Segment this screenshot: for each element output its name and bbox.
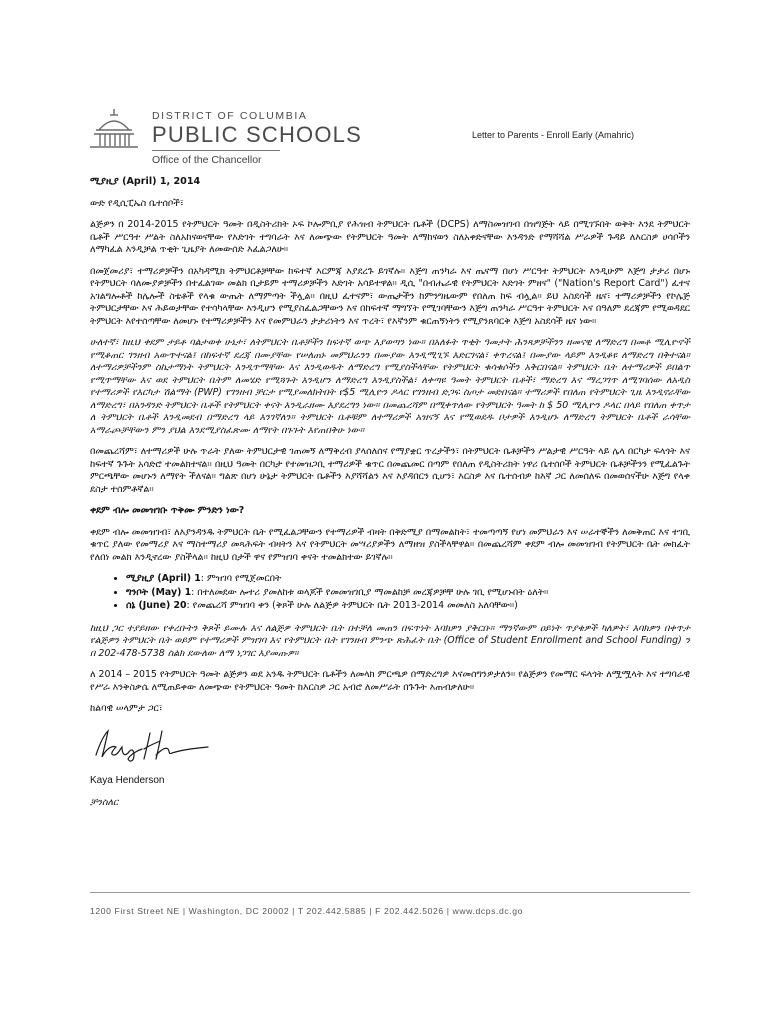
paragraph-5: ቀደም ብሎ መመዝገብ፣ ለእያንዳንዱ ትምህርት ቤት የሚፈልጋቸውን የተማሪዎች ብዛት በቅድሚያ በማመልከት፣ ተመጣጣኝ የሆነ መምህራን እና ሠራተኞችን ለመቅጠር እና ተገቢ ቁጥር ያለው የመማሪያ እና ማስተማሪያ መጻሕፍት ብዛትን እና የትምህርት መሣሪያዎችን ለማዘዝ ያስችላቸዋል። በመጨረሻም ቀደም ብሎ መመዝገብ የትምህርት ቤት መክፈት የለበነ መልክ እንዲኖረው ያስችላል። ከዚህ በታች ዋና የምዝገባ ቀናት ተመልክተው ይገኛሉ። [90, 526, 690, 563]
paragraph-4: በመጨረሻም፣ ለተማሪዎች ሁሉ ጥራት ያለው ትምህርታዊ ገጠመኝ ለማቅረብ ያላሰለሰና የማያቋር ጥረታችን፣ በትምህርት ቤቶቻችን ሥልታዊ ሥርዓት ላይ ሌላ በርካታ ፍላጎት እና ከፍተኛ ጉጉት አሳድሮ ተመልክተናል። በዚህ ዓመት በርካታ የተመዝጋቢ ተማሪዎች ቁጥር በመጨመር በጣም የበለጠ የዲስትሪክት ነዋሪ ቤተሰቦች ትምህርት ቤቶቻችንን የሚፈልጉት ምርጫቸው መሆኑን ለማየት ችለናል። ግልጽ በሆነ ሁኔታ ትምህርት ቤቶችን እያሻሻልን እና እያዳበርን ሲሆን፣ እርስዎ እና ቤተሰብዎ ከእኛ ጋር ለመሰለፍ በመወሰናችሁ እጅግ የላቀ ደስታ ተሰምቶኛል። [90, 446, 690, 495]
office-name: Office of the Chancellor [152, 154, 262, 166]
signer-name: Kaya Henderson [90, 775, 165, 786]
paragraph-3: ሁለተኛ፣ ከዚህ ቀደም ታይቶ ባልታወቀ ሁኔታ፣ ለትምህርት ቤቶቻችን ከፍተኛ ወጭ እያወጣን ነው። በአለፉት ጥቂት ዓመታት ሕንጻዎቻችንን ዘመናዊ ለማድረግ በመቶ ሚሊዮኖች የሚቆጠር ገንዘብ አውጥተናል፤ በከፍተኛ ደረጃ በሙያቸው የሠለጠኑ መምህራንን በሙያው እንዲሚጊኙ እድርገናል፣ ቀጥረናል፤ በሙያው ላይም እንዲቆዩ ለማድረግ በቅተናል። ለተማሪዎቻችንም ስኬታማነት ትምህርት እንዲጥማቸው እና እንዲወዱት ለማድረግ የሚያስችላቸው የትምህርት ቁሳቁሶችን አቅርበናል። ትምህርት ቤት ለተማሪዎች ይበልጥ የሚጥማቸው እና ወደ ትምህርት ቤትም ለመሄድ የሚጓጉት እንዲሆን ለማድረግ እንዲያስችል፣ ለቀጣዩ ዓመት ትምህርት ቤቶች፣ ማድረግ እና ማረጋገጥ ለሚገባሰው ለአዲስ የተማሪዎች የእርካታ ሽልማት (PWP) የገንዘብ ቻርታ የሚያመለክትበት የ$5 ሚሊዮን ዶላር የገንዘብ ድጋፍ ስጦታ መድበናል። ተማሪዎች የበለጠ የትምህርት ጊዜ እንዲኖራቸው ለማድረግ፣ በአንዳንድ ትምህርት ቤቶች የትምህርት ቀናት እንዲራዘሙ እያደረግን ነው። በመጨረሻም በሚቀጥለው የትምህርት ዓመት ከ $ 50 ሚሊዮን ዶላር በላይ የበለጠ ቀጥታ ለ ትምህርት ቤቶች እንዲመደብ በማድረግ ላይ እንገኛለን። ትምህርት ቤቶቹም ለተማሪዎች አዝናኝ እና የሚወደዱ ቦታዎች እንዲሆኑ ለማድረግ ትምህርት ቤቶች ራሳቸው አማራጮቻቸውን ምን ያህል እንደሚያስፈጽሙ ለማየት በጉጉት እየጠበቅሁ ነው። [90, 337, 690, 436]
paragraph-6: ከዚህ ጋር ተያይዘው የቀረቡትን ቅጾች ይሙሉ እና ለልጅዎ ትምህርት ቤት በተቻለ መጠን በፍጥነት እባክዎን ያቅርቡ። ማንኛውም ዐይነት ጥያቄዎች ካለዎት፣ እባክዎን በቀጥታ የልጅዎን ትምህርት ቤት ወይም የተማሪዎች ምዝገባ እና የትምህርት ቤት የገንዘብ ምንጭ ጽሕፈት ቤት (Office of Student Enrollment and School Funding) ን በ 202-478-5738 ስልክ ደውለው ለማ ነጋገር እያመጡዎ። [90, 622, 690, 659]
signer-title: ቻንስለር [90, 796, 119, 808]
list-item [126, 587, 690, 600]
footer-divider [90, 892, 690, 893]
capitol-dome-icon [86, 106, 142, 150]
letter-title-note: Letter to Parents - Enroll Early (Amahric) [472, 130, 635, 140]
letter-date: ሚያዚያ (April) 1, 2014 [90, 176, 201, 187]
greeting: ውድ የዲሲፒኤስ ቤተሰቦች፣ [90, 197, 184, 209]
date-term: ሚያዚያ (April) 1 [126, 573, 201, 584]
org-name-line1: DISTRICT OF COLUMBIA [152, 110, 308, 122]
date-term: ሰኔ (June) 20 [126, 600, 187, 611]
letterhead-divider [152, 150, 280, 151]
letter-body [90, 176, 690, 818]
section-heading: ቀደም ብሎ መመዝገቡ ጥቅሙ ምንድን ነው? [90, 505, 245, 516]
footer-address: 1200 First Street NE | Washington, DC 20002 | T 202.442.5885 | F 202.442.5026 | www.dcps.dc.go [90, 906, 524, 916]
date-term: ግንቦት (May) 1 [126, 586, 192, 598]
key-dates-list [90, 573, 690, 613]
date-description: : ምዝገባ የሚጀመርበት [200, 573, 282, 584]
date-description: : በተለመደው ሎተሪ ያመለከቱ ወላጆች የመመዝገቢያ ማመልከቻ መረጃዎቻቸ ሁሉ ገቢ የሚሆኑበት ዕለት። [191, 586, 549, 598]
paragraph-1: ልጅዎን በ 2014-2015 የትምህርት ዓመት በዲስትሪክት ኦፍ ኮሎምቢያ የሕዝብ ትምህርት ቤቶች (DCPS) ለማስመዝገብ በዝግጅት ላይ በሚገኙበት ወቅት እንደ ትምህርት ቤቶች ሥርዓተ ሥልት ስለአከናወናቸው የእድገት ተግባራት እና ለመጭው የትምህርት ዓመት ለማከናወን ስለአቀድናቸው እንዳንድ የማሻሻል ሥራዎች ጉዳይ ለእርስዎ ሀሳቦችን ለማካፈል እንዲቻል ጥቂት ጊዜያት ለመውሰድ እፈልጋለሁ። [90, 219, 690, 255]
list-item [126, 573, 690, 586]
paragraph-2: በመጀመሪያ፣ ተማሪዎቻችን በአካዳሚክ ትምህርቶቻቸው ከፍተኛ እርምጃ እያደረጉ ይገኛሉ። እጅግ ጠንካራ እና ጤናማ በሆነ ሥርዓተ ትምህርት እንዲሁም እጅግ ታታሪ በሆኑ የትምህርት ባለሙያዎቻችን በተፈልገው መልክ ቢታይም ተማሪዎቻችን እድገት አሳይተዋል። ዲሲ "በብሔራዊ የትምህርት እድገት ምዘና" ("Nation's Report Card") ፈተና አገልግሎቶች ከሌሎች ስቴቶች የላቁ ውጤት ለማምጣት ችሏል። በዚህ ፈተናም፣ ውጤታችን ከምንግዜውም የበለጠ ከፍ ብሏል። ይህ አስደሳች ዜና፣ ተማሪዎቻችን የኮሌጅ ትምህርታቸው እና ሕይወታቸው የተሳካላቸው እንዲሆን የሚያስፈልጋቸውን እና በከፍተኛ ማግኘት የሚገባቸውን እጅግ ጠንካራ ሥርዓተ ትምህርት እና በዓለም ደረጃም የሚወዳደር ትምህርት እየተሰጣቸው ለመሆኑ የተማሪዎቻችን እና የመምህራን ታታሪነትን እና ጥረት፣ የእኛንም ቁርጠኝነትን የሚያንጸባርቅ እጅግ አስደሳች ዜና ነው። [90, 265, 690, 327]
closing-line: ከልባዊ ሠላምታ ጋር፣ [90, 703, 163, 714]
list-item [126, 600, 690, 613]
paragraph-7: ለ 2014 – 2015 የትምህርት ዓመት ልጅዎን ወደ አንዱ ትምህርት ቤቶችን ለመላክ ምርጫዎ በማድረግዎ እናመሰግንዎታለን። የልጅዎን የመማር ፍላጎት ለሟሟላት እና ተግባራዊ የሥራ እንቅስቃሴ ለሚጠይቀው ለመጭው የትምህርት ዓመት ከእርስዎ ጋር አብሮ ለመሥራት በጉጉት እጠብቃለሁ። [90, 669, 690, 693]
org-name-line2: PUBLIC SCHOOLS [152, 122, 362, 147]
handwritten-signature [90, 725, 250, 765]
date-description: : የመጨረሻ ምዝገባ ቀን (ቅጾች ሁሉ ለልጅዎ ትምህርት ቤት 2013-2014 መመለስ አለባቸው።) [186, 600, 518, 611]
